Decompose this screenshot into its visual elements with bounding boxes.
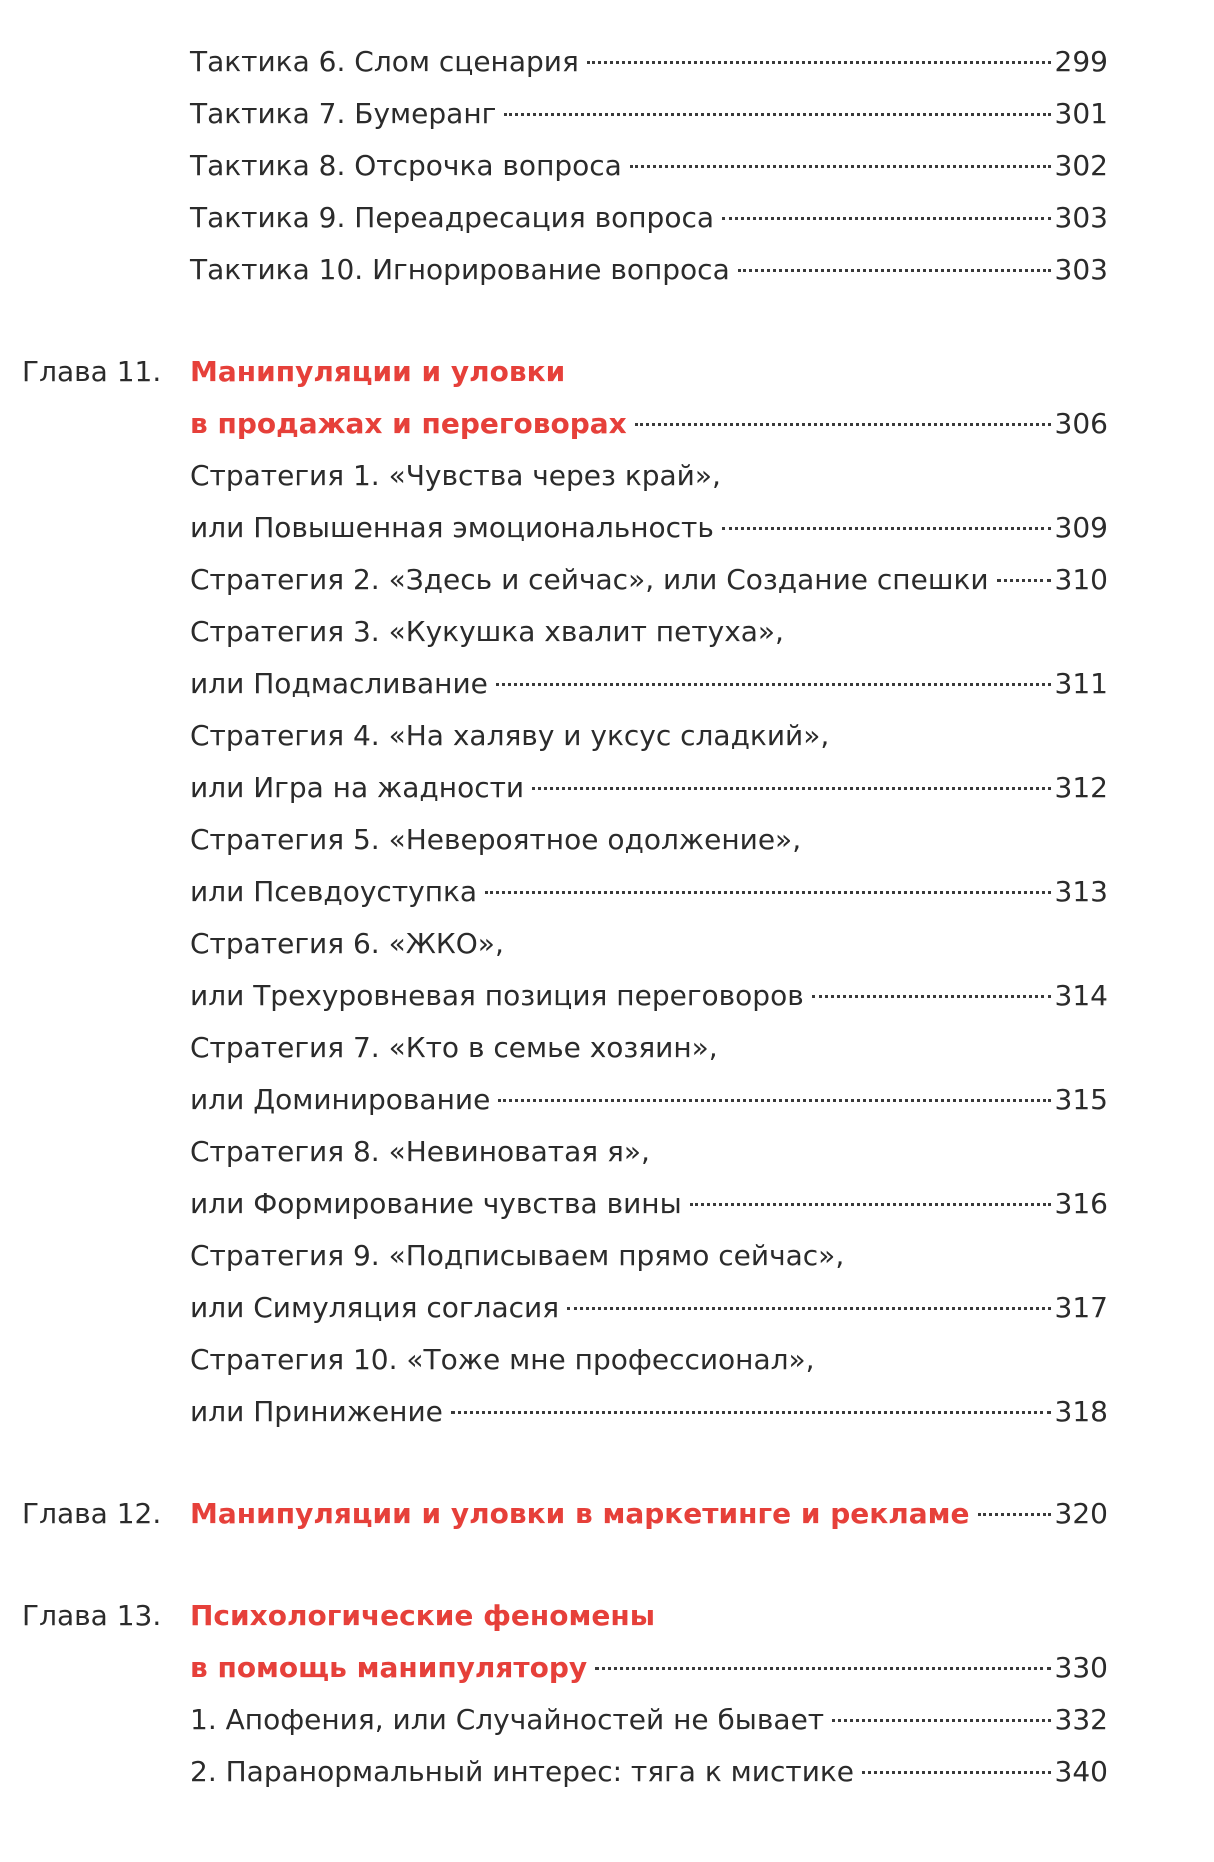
toc-entry [190,450,1108,502]
toc-entry-title: или Повышенная эмоциональность [190,511,714,544]
dot-leader [978,1513,1051,1516]
toc-entry-title: Стратегия 3. «Кукушка хвалит петуха», [190,615,784,648]
dot-leader [451,1411,1051,1414]
toc-entry [190,1126,1108,1178]
toc-entry-title: Стратегия 2. «Здесь и сейчас», или Создание спешки [190,563,989,596]
dot-leader [496,683,1051,686]
toc-entry [190,88,1108,140]
toc-entry-title: Стратегия 10. «Тоже мне профессионал», [190,1343,815,1376]
chapter-title: в помощь манипулятору [190,1651,588,1684]
toc-entry [190,140,1108,192]
toc-entry-title: Стратегия 1. «Чувства через край», [190,459,721,492]
dot-leader [498,1099,1050,1102]
toc-entry [190,1694,1108,1746]
toc-entry-title: или Симуляция согласия [190,1291,560,1324]
dot-leader [587,61,1051,64]
toc-entry-title: или Игра на жадности [190,771,525,804]
toc-entry [190,1178,1108,1230]
toc-entry-page: 316 [1054,1187,1108,1220]
toc-entry-page: 330 [1054,1651,1108,1684]
toc-entry-page: 301 [1054,97,1108,130]
toc-entry-title: или Подмасливание [190,667,488,700]
toc-entry-page: 314 [1054,979,1108,1012]
toc-entry-page: 317 [1054,1291,1108,1324]
toc-entry-page: 318 [1054,1395,1108,1428]
toc-entry-title: Стратегия 8. «Невиноватая я», [190,1135,650,1168]
toc-entry-title: 1. Апофения, или Случайностей не бывает [190,1703,825,1736]
chapter-label: Глава 12. [22,1497,162,1530]
chapter-title: Манипуляции и уловки в маркетинге и рекламе [190,1497,970,1530]
toc-entry-title: Тактика 7. Бумеранг [190,97,497,130]
dot-leader [630,165,1051,168]
toc-entry-page: 340 [1054,1755,1108,1788]
toc-entry [190,710,1108,762]
toc-entry-page: 302 [1054,149,1108,182]
chapter-title: Психологические феномены [190,1599,656,1632]
toc-entry [190,866,1108,918]
dot-leader [504,113,1050,116]
dot-leader [635,423,1051,426]
toc-entry-title: Стратегия 7. «Кто в семье хозяин», [190,1031,718,1064]
dot-leader [738,269,1051,272]
toc-entry-page: 299 [1054,45,1108,78]
toc-entry-title: Стратегия 5. «Невероятное одолжение», [190,823,802,856]
toc-entry-title: Стратегия 4. «На халяву и уксус сладкий», [190,719,830,752]
toc-entry-title: или Принижение [190,1395,443,1428]
toc-entry [190,970,1108,1022]
toc-entry [190,762,1108,814]
toc-entry-title: Стратегия 9. «Подписываем прямо сейчас», [190,1239,845,1272]
chapter-heading [190,1642,1108,1694]
toc-entry-page: 303 [1054,253,1108,286]
toc-entry-title: 2. Паранормальный интерес: тяга к мистике [190,1755,855,1788]
toc-entry-page: 313 [1054,875,1108,908]
dot-leader [862,1771,1051,1774]
dot-leader [832,1719,1050,1722]
toc-entry [190,1386,1108,1438]
chapter-label: Глава 11. [22,355,162,388]
toc-entry [190,192,1108,244]
dot-leader [485,891,1050,894]
toc-entry-page: 315 [1054,1083,1108,1116]
toc-entry [190,502,1108,554]
dot-leader [690,1203,1051,1206]
toc-entry-title: или Трехуровневая позиция переговоров [190,979,804,1012]
toc-entry-title: или Доминирование [190,1083,491,1116]
chapter-heading [190,346,1108,398]
toc-entry-title: Тактика 6. Слом сценария [190,45,579,78]
toc-entry [190,244,1108,296]
toc-entry-page: 311 [1054,667,1108,700]
toc-entry [190,1282,1108,1334]
toc-entry-page: 309 [1054,511,1108,544]
toc-entry-title: Стратегия 6. «ЖКО», [190,927,504,960]
toc-entry-page: 303 [1054,201,1108,234]
toc-entry-page: 320 [1054,1497,1108,1530]
toc-entry [190,658,1108,710]
dot-leader [722,527,1051,530]
dot-leader [722,217,1051,220]
toc-entry [190,554,1108,606]
toc-entry [190,1334,1108,1386]
toc-entry [190,1230,1108,1282]
toc-entry-page: 310 [1054,563,1108,596]
toc-entry-title: Тактика 9. Переадресация вопроса [190,201,715,234]
toc-entry [190,606,1108,658]
chapter-heading [190,1488,1108,1540]
toc-entry-page: 312 [1054,771,1108,804]
chapter-heading [190,1590,1108,1642]
toc-entry [190,36,1108,88]
dot-leader [567,1307,1050,1310]
toc-entry [190,918,1108,970]
toc-entry [190,1746,1108,1798]
dot-leader [997,579,1051,582]
toc-entry-page: 306 [1054,407,1108,440]
dot-leader [812,995,1051,998]
dot-leader [595,1667,1050,1670]
chapter-title: Манипуляции и уловки [190,355,566,388]
chapter-label: Глава 13. [22,1599,162,1632]
toc-entry [190,814,1108,866]
toc-entry-title: Тактика 8. Отсрочка вопроса [190,149,622,182]
chapter-title: в продажах и переговорах [190,407,627,440]
toc-entry-title: Тактика 10. Игнорирование вопроса [190,253,730,286]
toc-entry-page: 332 [1054,1703,1108,1736]
toc-entry-title: или Псевдоуступка [190,875,478,908]
toc-entry [190,1074,1108,1126]
dot-leader [532,787,1050,790]
toc-entry [190,1022,1108,1074]
chapter-heading [190,398,1108,450]
toc-entry-title: или Формирование чувства вины [190,1187,682,1220]
